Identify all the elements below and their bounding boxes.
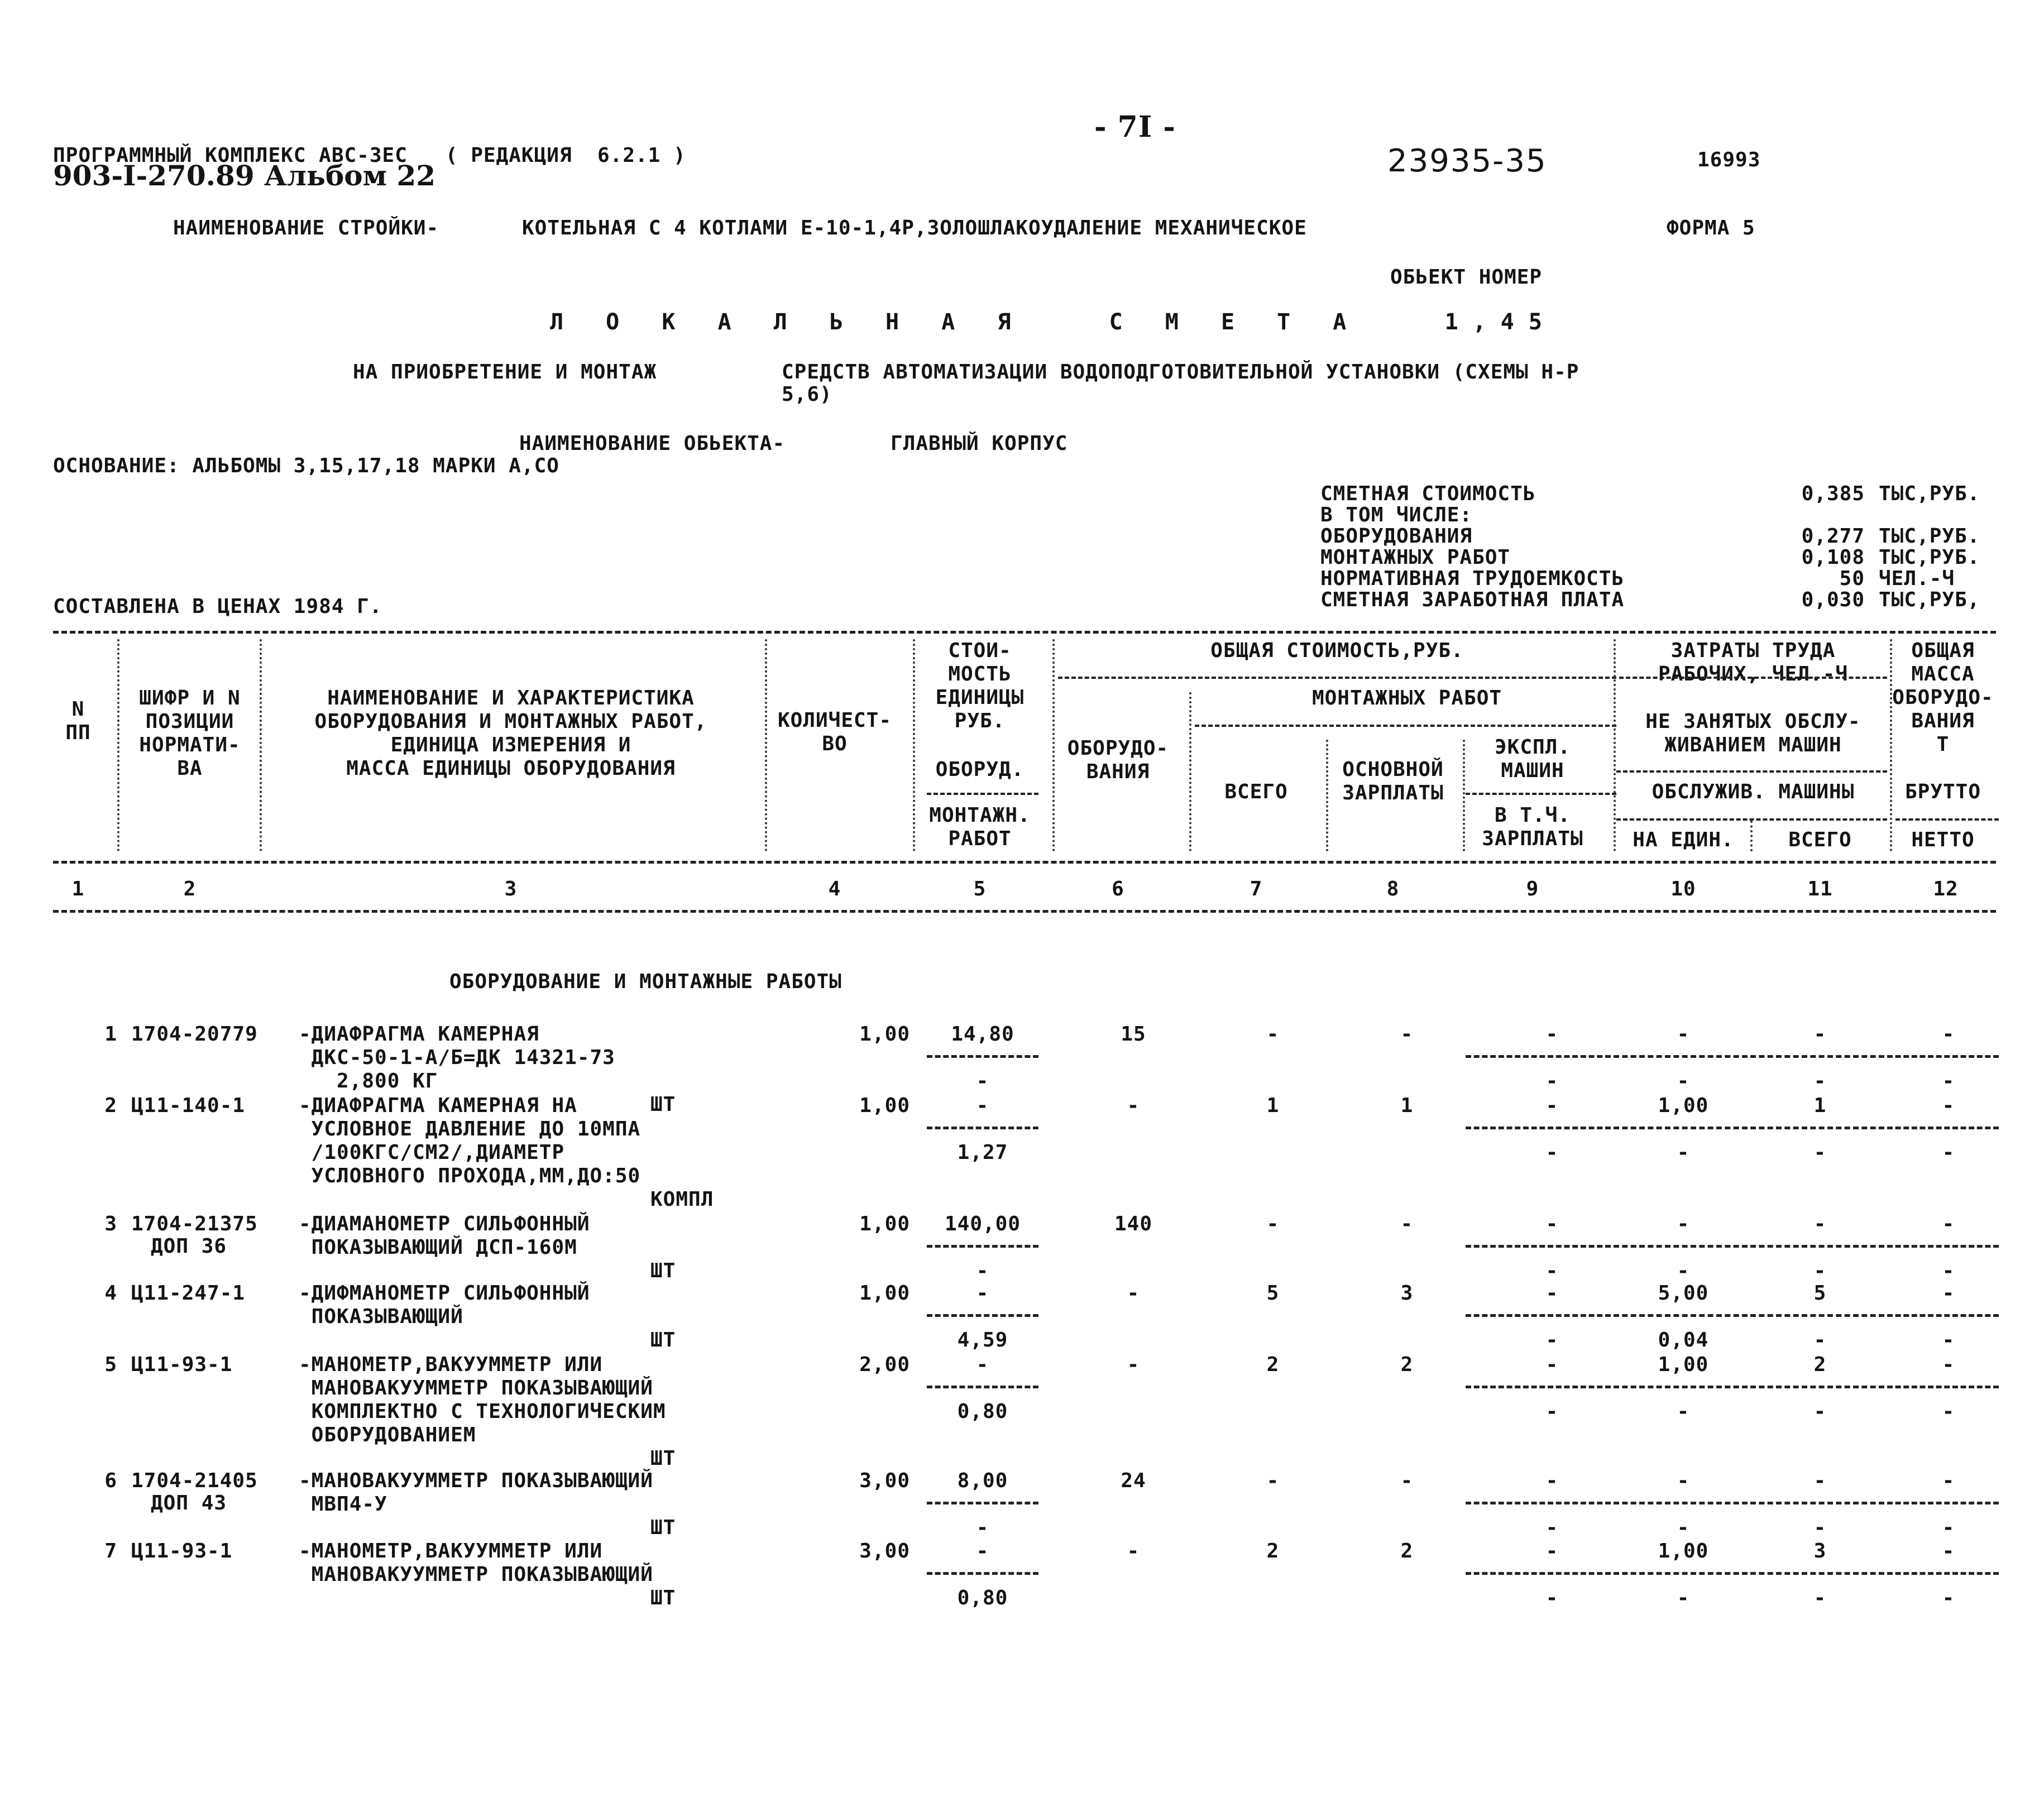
column-number: 10 bbox=[1670, 878, 1696, 900]
summary-label: ОБОРУДОВАНИЯ bbox=[1320, 525, 1473, 548]
header-col-7: ВСЕГО bbox=[1224, 780, 1288, 803]
prices-line: СОСТАВЛЕНА В ЦЕНАХ 1984 Г. bbox=[53, 595, 382, 618]
header-col-separator bbox=[765, 639, 767, 851]
header-col-separator bbox=[1890, 639, 1892, 851]
row-name: -ДИАФРАГМА КАМЕРНАЯ НА УСЛОВНОЕ ДАВЛЕНИЕ ДО 10МПА /100КГС/СМ2/,ДИАМЕТР УСЛОВНОГО ПРОХОДА,ММ,ДО:50 bbox=[299, 1094, 641, 1187]
row-labor-per-unit: - bbox=[1677, 1023, 1690, 1046]
cell-divider bbox=[1614, 1245, 1748, 1248]
header-col-4: КОЛИЧЕСТ- ВО bbox=[777, 709, 892, 755]
header-col-5-mid: ОБОРУД. bbox=[935, 758, 1025, 781]
header-bottom-rule bbox=[53, 861, 1996, 864]
row-mass-net: - bbox=[1942, 1259, 1955, 1282]
row-base-wage: - bbox=[1400, 1023, 1414, 1046]
row-machines-wage: - bbox=[1545, 1516, 1559, 1539]
row-labor-machines-per-unit: - bbox=[1677, 1587, 1690, 1609]
header-col-separator bbox=[260, 639, 262, 851]
summary-value: 0,385 bbox=[1801, 482, 1865, 505]
purpose-line-1: СРЕДСТВ АВТОМАТИЗАЦИИ ВОДОПОДГОТОВИТЕЛЬНОЙ УСТАНОВКИ (СХЕМЫ Н-Р bbox=[782, 361, 1579, 384]
object-label: НАИМЕНОВАНИЕ ОБЬЕКТА- bbox=[519, 432, 786, 455]
album-line: 903-I-270.89 Альбом 22 bbox=[53, 159, 436, 192]
row-labor-machines-total: - bbox=[1813, 1070, 1827, 1092]
row-code-extra: ДОП 36 bbox=[151, 1235, 227, 1258]
cell-divider bbox=[1614, 1386, 1748, 1388]
row-unit: ШТ bbox=[650, 1587, 676, 1609]
summary-unit: ЧЕЛ.-Ч bbox=[1879, 567, 1955, 590]
row-unit-price-equipment: - bbox=[976, 1094, 989, 1117]
section-title: ОБОРУДОВАНИЕ И МОНТАЖНЫЕ РАБОТЫ bbox=[449, 970, 842, 993]
row-equipment-cost: - bbox=[1127, 1282, 1140, 1305]
row-mass-net: - bbox=[1942, 1400, 1955, 1423]
row-machines: - bbox=[1545, 1094, 1559, 1117]
row-unit-price-mounting: - bbox=[976, 1516, 989, 1539]
row-base-wage: 1 bbox=[1400, 1094, 1414, 1117]
header-inner-line bbox=[1616, 770, 1887, 773]
header-col-separator bbox=[117, 639, 119, 851]
row-machines-wage: - bbox=[1545, 1400, 1559, 1423]
row-code: 1704-21405 bbox=[131, 1469, 258, 1492]
object-value: ГЛАВНЫЙ КОРПУС bbox=[891, 432, 1068, 455]
column-number: 6 bbox=[1112, 878, 1124, 900]
row-mass-gross: - bbox=[1942, 1282, 1955, 1305]
row-quantity: 2,00 bbox=[859, 1353, 910, 1376]
cell-divider bbox=[1466, 1245, 1611, 1248]
header-col-6: ОБОРУДО- ВАНИЯ bbox=[1067, 737, 1169, 783]
row-base-wage: - bbox=[1400, 1469, 1414, 1492]
row-mass-gross: - bbox=[1942, 1023, 1955, 1046]
cell-divider bbox=[1466, 1127, 1611, 1129]
header-inner-line bbox=[1895, 818, 1999, 821]
row-labor-per-unit: 1,00 bbox=[1658, 1540, 1709, 1563]
cell-divider bbox=[1466, 1572, 1611, 1575]
row-labor-machines-per-unit: - bbox=[1677, 1400, 1690, 1423]
cell-divider bbox=[927, 1055, 1038, 1058]
header-col-separator bbox=[1326, 740, 1328, 851]
cell-divider bbox=[1750, 1314, 1884, 1317]
row-mounting-total: - bbox=[1266, 1213, 1280, 1235]
column-number: 3 bbox=[504, 878, 518, 900]
row-machines-wage: - bbox=[1545, 1259, 1559, 1282]
row-mass-net: - bbox=[1942, 1587, 1955, 1609]
row-name: -ДИФМАНОМЕТР СИЛЬФОННЫЙ ПОКАЗЫВАЮЩИЙ bbox=[299, 1282, 590, 1328]
sheet-number: 16993 bbox=[1697, 148, 1761, 171]
row-unit-price-equipment: 140,00 bbox=[944, 1213, 1021, 1235]
row-mass-net: - bbox=[1942, 1070, 1955, 1092]
row-labor-machines-total: - bbox=[1813, 1587, 1827, 1609]
row-unit-price-equipment: - bbox=[976, 1353, 989, 1376]
cell-divider bbox=[1466, 1055, 1611, 1058]
row-unit-price-equipment: 14,80 bbox=[951, 1023, 1014, 1046]
column-number: 2 bbox=[183, 878, 197, 900]
row-labor-total: - bbox=[1813, 1023, 1827, 1046]
cell-divider bbox=[927, 1245, 1038, 1248]
header-inner-line bbox=[927, 793, 1038, 795]
header-col-separator bbox=[1052, 639, 1055, 851]
row-labor-machines-per-unit: 0,04 bbox=[1658, 1329, 1709, 1352]
row-equipment-cost: 24 bbox=[1121, 1469, 1146, 1492]
row-equipment-cost: - bbox=[1127, 1540, 1140, 1563]
row-equipment-cost: - bbox=[1127, 1353, 1140, 1376]
row-unit: КОМПЛ bbox=[650, 1188, 714, 1211]
cell-divider bbox=[1887, 1314, 1999, 1317]
row-quantity: 3,00 bbox=[859, 1540, 910, 1563]
row-labor-machines-total: - bbox=[1813, 1259, 1827, 1282]
row-mounting-total: 1 bbox=[1266, 1094, 1280, 1117]
summary-unit: ТЫС,РУБ. bbox=[1879, 546, 1980, 569]
column-number: 9 bbox=[1526, 878, 1539, 900]
row-unit: ШТ bbox=[650, 1093, 676, 1116]
row-labor-machines-per-unit: - bbox=[1677, 1516, 1690, 1539]
header-inner-line bbox=[1058, 677, 1616, 679]
header-col-separator bbox=[913, 639, 915, 851]
row-unit-price-mounting: 4,59 bbox=[957, 1329, 1008, 1352]
header-col-5-bot: МОНТАЖН. РАБОТ bbox=[929, 804, 1031, 850]
row-machines-wage: - bbox=[1545, 1587, 1559, 1609]
row-base-wage: 3 bbox=[1400, 1282, 1414, 1305]
column-number: 4 bbox=[828, 878, 841, 900]
header-col-12-mid: БРУТТО bbox=[1904, 780, 1981, 803]
header-col-3: НАИМЕНОВАНИЕ И ХАРАКТЕРИСТИКА ОБОРУДОВАНИЯ И МОНТАЖНЫХ РАБОТ, ЕДИНИЦА ИЗМЕРЕНИЯ И МАССА ЕДИНИЦЫ ОБОРУДОВАНИЯ bbox=[314, 687, 707, 780]
header-col-12-bot: НЕТТО bbox=[1911, 828, 1975, 851]
row-labor-per-unit: 1,00 bbox=[1658, 1094, 1709, 1117]
cell-divider bbox=[1614, 1502, 1748, 1504]
row-labor-machines-total: - bbox=[1813, 1329, 1827, 1352]
summary-value: 0,030 bbox=[1801, 588, 1865, 611]
cell-divider bbox=[1466, 1314, 1611, 1317]
row-base-wage: 2 bbox=[1400, 1353, 1414, 1376]
header-col-10: НА ЕДИН. bbox=[1633, 828, 1734, 851]
row-labor-total: - bbox=[1813, 1469, 1827, 1492]
cell-divider bbox=[1750, 1245, 1884, 1248]
summary-value: 0,277 bbox=[1801, 525, 1865, 548]
row-mass-gross: - bbox=[1942, 1213, 1955, 1235]
cell-divider bbox=[927, 1314, 1038, 1317]
row-labor-per-unit: - bbox=[1677, 1213, 1690, 1235]
summary-label: СМЕТНАЯ СТОИМОСТЬ bbox=[1320, 482, 1536, 505]
header-group-mount: МОНТАЖНЫХ РАБОТ bbox=[1311, 687, 1502, 710]
row-unit-price-mounting: 0,80 bbox=[957, 1587, 1008, 1609]
header-inner-line bbox=[1195, 725, 1616, 727]
header-inner-line bbox=[1466, 793, 1616, 795]
row-labor-machines-total: - bbox=[1813, 1141, 1827, 1164]
header-col-5-top: СТОИ- МОСТЬ ЕДИНИЦЫ РУБ. bbox=[935, 639, 1025, 732]
cell-divider bbox=[1750, 1502, 1884, 1504]
cell-divider bbox=[1887, 1055, 1999, 1058]
row-mass-net: - bbox=[1942, 1141, 1955, 1164]
row-machines-wage: - bbox=[1545, 1141, 1559, 1164]
row-unit: ШТ bbox=[650, 1447, 676, 1470]
row-unit-price-mounting: 0,80 bbox=[957, 1400, 1008, 1423]
cell-divider bbox=[927, 1572, 1038, 1575]
row-base-wage: 2 bbox=[1400, 1540, 1414, 1563]
summary-unit: ТЫС,РУБ. bbox=[1879, 525, 1980, 548]
column-number: 5 bbox=[973, 878, 987, 900]
row-mounting-total: 5 bbox=[1266, 1282, 1280, 1305]
row-labor-per-unit: 5,00 bbox=[1658, 1282, 1709, 1305]
header-group-cost: ОБЩАЯ СТОИМОСТЬ,РУБ. bbox=[1210, 639, 1464, 662]
row-mass-gross: - bbox=[1942, 1469, 1955, 1492]
row-unit-price-equipment: - bbox=[976, 1540, 989, 1563]
cell-divider bbox=[1750, 1386, 1884, 1388]
column-number: 11 bbox=[1807, 878, 1833, 900]
cell-divider bbox=[1887, 1245, 1999, 1248]
row-labor-total: 3 bbox=[1813, 1540, 1827, 1563]
object-number-label: ОБЬЕКТ НОМЕР bbox=[1390, 266, 1543, 289]
row-number: 1 bbox=[104, 1023, 117, 1046]
cell-divider bbox=[1750, 1127, 1884, 1129]
row-equipment-cost: 140 bbox=[1114, 1213, 1153, 1235]
cell-divider bbox=[927, 1502, 1038, 1504]
header-labor-sub2: ОБСЛУЖИВ. МАШИНЫ bbox=[1652, 780, 1855, 803]
summary-label: МОНТАЖНЫХ РАБОТ bbox=[1320, 546, 1511, 569]
cell-divider bbox=[927, 1127, 1038, 1129]
row-number: 6 bbox=[104, 1469, 117, 1492]
row-labor-per-unit: - bbox=[1677, 1469, 1690, 1492]
row-machines-wage: - bbox=[1545, 1329, 1559, 1352]
row-name: -МАНОВАКУУММЕТР ПОКАЗЫВАЮЩИЙ МВП4-У bbox=[299, 1469, 653, 1516]
header-labor-sub: НЕ ЗАНЯТЫХ ОБСЛУ- ЖИВАНИЕМ МАШИН bbox=[1645, 710, 1861, 756]
cell-divider bbox=[1887, 1572, 1999, 1575]
row-quantity: 1,00 bbox=[859, 1023, 910, 1046]
header-col-1: N ПП bbox=[65, 698, 91, 744]
row-code: Ц11-93-1 bbox=[131, 1540, 233, 1563]
row-mass-net: - bbox=[1942, 1516, 1955, 1539]
row-number: 4 bbox=[104, 1282, 117, 1305]
cell-divider bbox=[1614, 1572, 1748, 1575]
row-code: Ц11-93-1 bbox=[131, 1353, 233, 1376]
row-number: 2 bbox=[104, 1094, 117, 1117]
cell-divider bbox=[1887, 1127, 1999, 1129]
cell-divider bbox=[1887, 1386, 1999, 1388]
cell-divider bbox=[1466, 1386, 1611, 1388]
row-quantity: 1,00 bbox=[859, 1094, 910, 1117]
cell-divider bbox=[1750, 1055, 1884, 1058]
summary-unit: ТЫС,РУБ. bbox=[1879, 482, 1980, 505]
header-col-8: ОСНОВНОЙ ЗАРПЛАТЫ bbox=[1342, 758, 1444, 804]
row-code: 1704-20779 bbox=[131, 1023, 258, 1046]
row-labor-total: - bbox=[1813, 1213, 1827, 1235]
row-unit-price-equipment: 8,00 bbox=[957, 1469, 1008, 1492]
row-machines: - bbox=[1545, 1282, 1559, 1305]
summary-value: 0,108 bbox=[1801, 546, 1865, 569]
cell-divider bbox=[1466, 1502, 1611, 1504]
table-top-rule bbox=[53, 631, 1996, 634]
cell-divider bbox=[1887, 1502, 1999, 1504]
row-mass-gross: - bbox=[1942, 1094, 1955, 1117]
row-name: -ДИАФРАГМА КАМЕРНАЯ ДКС-50-1-А/Б=ДК 14321-73 2,800 КГ bbox=[299, 1023, 615, 1092]
row-labor-total: 2 bbox=[1813, 1353, 1827, 1376]
header-col-separator bbox=[1750, 821, 1753, 851]
page-number: - 7I - bbox=[1094, 110, 1176, 144]
row-name: -ДИАМАНОМЕТР СИЛЬФОННЫЙ ПОКАЗЫВАЮЩИЙ ДСП-160М bbox=[299, 1213, 590, 1259]
row-number: 3 bbox=[104, 1213, 117, 1235]
row-unit: ШТ bbox=[650, 1259, 676, 1282]
row-labor-total: 5 bbox=[1813, 1282, 1827, 1305]
column-number: 12 bbox=[1933, 878, 1959, 900]
header-inner-line bbox=[1619, 677, 1887, 679]
header-group-labor: ЗАТРАТЫ ТРУДА РАБОЧИХ, ЧЕЛ.-Ч bbox=[1658, 639, 1849, 686]
row-labor-per-unit: 1,00 bbox=[1658, 1353, 1709, 1376]
row-mass-gross: - bbox=[1942, 1353, 1955, 1376]
header-col-separator bbox=[1614, 639, 1616, 851]
column-number: 7 bbox=[1250, 878, 1263, 900]
row-unit: ШТ bbox=[650, 1516, 676, 1539]
row-code: Ц11-247-1 bbox=[131, 1282, 246, 1305]
row-labor-total: 1 bbox=[1813, 1094, 1827, 1117]
summary-label: НОРМАТИВНАЯ ТРУДОЕМКОСТЬ bbox=[1320, 567, 1625, 590]
header-col-11: ВСЕГО bbox=[1788, 828, 1852, 851]
row-unit-price-mounting: 1,27 bbox=[957, 1141, 1008, 1164]
row-quantity: 1,00 bbox=[859, 1213, 910, 1235]
row-code: Ц11-140-1 bbox=[131, 1094, 246, 1117]
construction-value: КОТЕЛЬНАЯ С 4 КОТЛАМИ Е-10-1,4Р,ЗОЛОШЛАКОУДАЛЕНИЕ МЕХАНИЧЕСКОЕ bbox=[522, 217, 1307, 239]
row-name: -МАНОМЕТР,ВАКУУММЕТР ИЛИ МАНОВАКУУММЕТР ПОКАЗЫВАЮЩИЙ bbox=[299, 1540, 653, 1586]
row-base-wage: - bbox=[1400, 1213, 1414, 1235]
row-labor-machines-per-unit: - bbox=[1677, 1259, 1690, 1282]
row-labor-machines-per-unit: - bbox=[1677, 1141, 1690, 1164]
column-number: 1 bbox=[71, 878, 85, 900]
row-quantity: 3,00 bbox=[859, 1469, 910, 1492]
cell-divider bbox=[1750, 1572, 1884, 1575]
row-labor-machines-per-unit: - bbox=[1677, 1070, 1690, 1092]
row-number: 7 bbox=[104, 1540, 117, 1563]
row-code: 1704-21375 bbox=[131, 1213, 258, 1235]
row-name: -МАНОМЕТР,ВАКУУММЕТР ИЛИ МАНОВАКУУММЕТР ПОКАЗЫВАЮЩИЙ КОМПЛЕКТНО С ТЕХНОЛОГИЧЕСКИМ ОБОРУДОВАНИЕМ bbox=[299, 1353, 666, 1446]
header-col-2: ШИФР И N ПОЗИЦИИ НОРМАТИ- ВА bbox=[139, 687, 241, 780]
program-line: ПРОГРАММНЫЙ КОМПЛЕКС АВС-3ЕС ( РЕДАКЦИЯ 6.2.1 ) bbox=[53, 144, 686, 167]
row-machines: - bbox=[1545, 1023, 1559, 1046]
cell-divider bbox=[1614, 1055, 1748, 1058]
row-mounting-total: - bbox=[1266, 1469, 1280, 1492]
row-machines: - bbox=[1545, 1213, 1559, 1235]
header-col-12-top: ОБЩАЯ МАССА ОБОРУДО- ВАНИЯ Т bbox=[1892, 639, 1994, 756]
row-equipment-cost: - bbox=[1127, 1094, 1140, 1117]
cell-divider bbox=[1614, 1314, 1748, 1317]
document-title: Л О К А Л Ь Н А Я С М Е Т А 1,45 bbox=[550, 309, 1557, 335]
row-machines: - bbox=[1545, 1540, 1559, 1563]
summary-unit: ТЫС,РУБ, bbox=[1879, 588, 1980, 611]
row-unit-price-mounting: - bbox=[976, 1070, 989, 1092]
row-machines-wage: - bbox=[1545, 1070, 1559, 1092]
row-equipment-cost: 15 bbox=[1121, 1023, 1146, 1046]
row-code-extra: ДОП 43 bbox=[151, 1492, 227, 1515]
header-col-9-bot: В Т.Ч. ЗАРПЛАТЫ bbox=[1482, 804, 1583, 850]
row-mounting-total: 2 bbox=[1266, 1353, 1280, 1376]
summary-label: СМЕТНАЯ ЗАРАБОТНАЯ ПЛАТА bbox=[1320, 588, 1625, 611]
row-labor-machines-total: - bbox=[1813, 1516, 1827, 1539]
header-col-9-top: ЭКСПЛ. МАШИН bbox=[1494, 736, 1571, 782]
row-unit: ШТ bbox=[650, 1329, 676, 1352]
row-unit-price-equipment: - bbox=[976, 1282, 989, 1305]
construction-label: НАИМЕНОВАНИЕ СТРОЙКИ- bbox=[173, 217, 439, 239]
row-mounting-total: - bbox=[1266, 1023, 1280, 1046]
row-machines: - bbox=[1545, 1353, 1559, 1376]
header-col-separator bbox=[1189, 692, 1191, 851]
cell-divider bbox=[927, 1386, 1038, 1388]
header-col-separator bbox=[1463, 740, 1465, 851]
cell-divider bbox=[1614, 1127, 1748, 1129]
purpose-label: НА ПРИОБРЕТЕНИЕ И МОНТАЖ bbox=[353, 361, 657, 384]
row-mass-net: - bbox=[1942, 1329, 1955, 1352]
row-machines: - bbox=[1545, 1469, 1559, 1492]
row-mounting-total: 2 bbox=[1266, 1540, 1280, 1563]
column-numbers-rule bbox=[53, 910, 1996, 913]
row-labor-machines-total: - bbox=[1813, 1400, 1827, 1423]
column-number: 8 bbox=[1386, 878, 1400, 900]
doc-code: 23935-35 bbox=[1387, 143, 1547, 179]
row-number: 5 bbox=[104, 1353, 117, 1376]
row-unit-price-mounting: - bbox=[976, 1259, 989, 1282]
basis-line: ОСНОВАНИЕ: АЛЬБОМЫ 3,15,17,18 МАРКИ А,СО bbox=[53, 454, 559, 477]
summary-value: 50 bbox=[1839, 567, 1865, 590]
purpose-line-2: 5,6) bbox=[782, 383, 832, 406]
row-quantity: 1,00 bbox=[859, 1282, 910, 1305]
row-mass-gross: - bbox=[1942, 1540, 1955, 1563]
summary-label: В ТОМ ЧИСЛЕ: bbox=[1320, 504, 1473, 526]
form-label: ФОРМА 5 bbox=[1667, 217, 1755, 239]
